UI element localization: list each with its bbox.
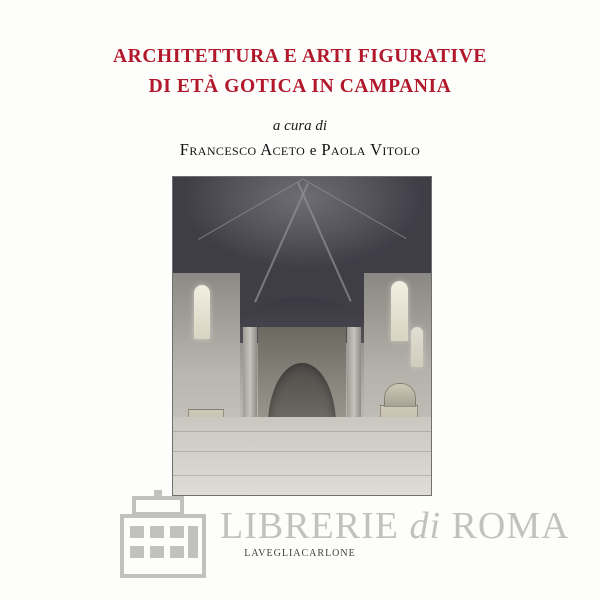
- building-icon: [120, 490, 206, 578]
- watermark-text: [220, 504, 570, 548]
- cover-photo: [172, 176, 432, 496]
- wall-niche-right: [384, 383, 416, 407]
- page-title: [0, 42, 600, 102]
- editor-name-second: Paola Vitolo: [321, 140, 421, 159]
- editor-label: a cura di: [272, 118, 328, 134]
- editor-conjunction: e: [309, 143, 317, 159]
- watermark: [120, 488, 570, 584]
- watermark-text-italic: di: [409, 505, 442, 547]
- window: [194, 285, 210, 339]
- editor-names: [0, 140, 600, 160]
- window: [411, 327, 423, 367]
- editor-name-first: Francesco Aceto: [179, 140, 306, 159]
- publisher-name: LAVEGLIACARLONE: [244, 548, 356, 559]
- window: [391, 281, 408, 341]
- title-line-2: DI ETÀ GOTICA IN CAMPANIA: [148, 76, 452, 97]
- watermark-text-primary: LIBRERIE: [220, 505, 399, 547]
- title-line-1: ARCHITETTURA E ARTI FIGURATIVE: [113, 46, 487, 67]
- church-interior-illustration: [173, 177, 431, 495]
- floor: [173, 417, 431, 495]
- watermark-text-secondary: ROMA: [451, 505, 570, 547]
